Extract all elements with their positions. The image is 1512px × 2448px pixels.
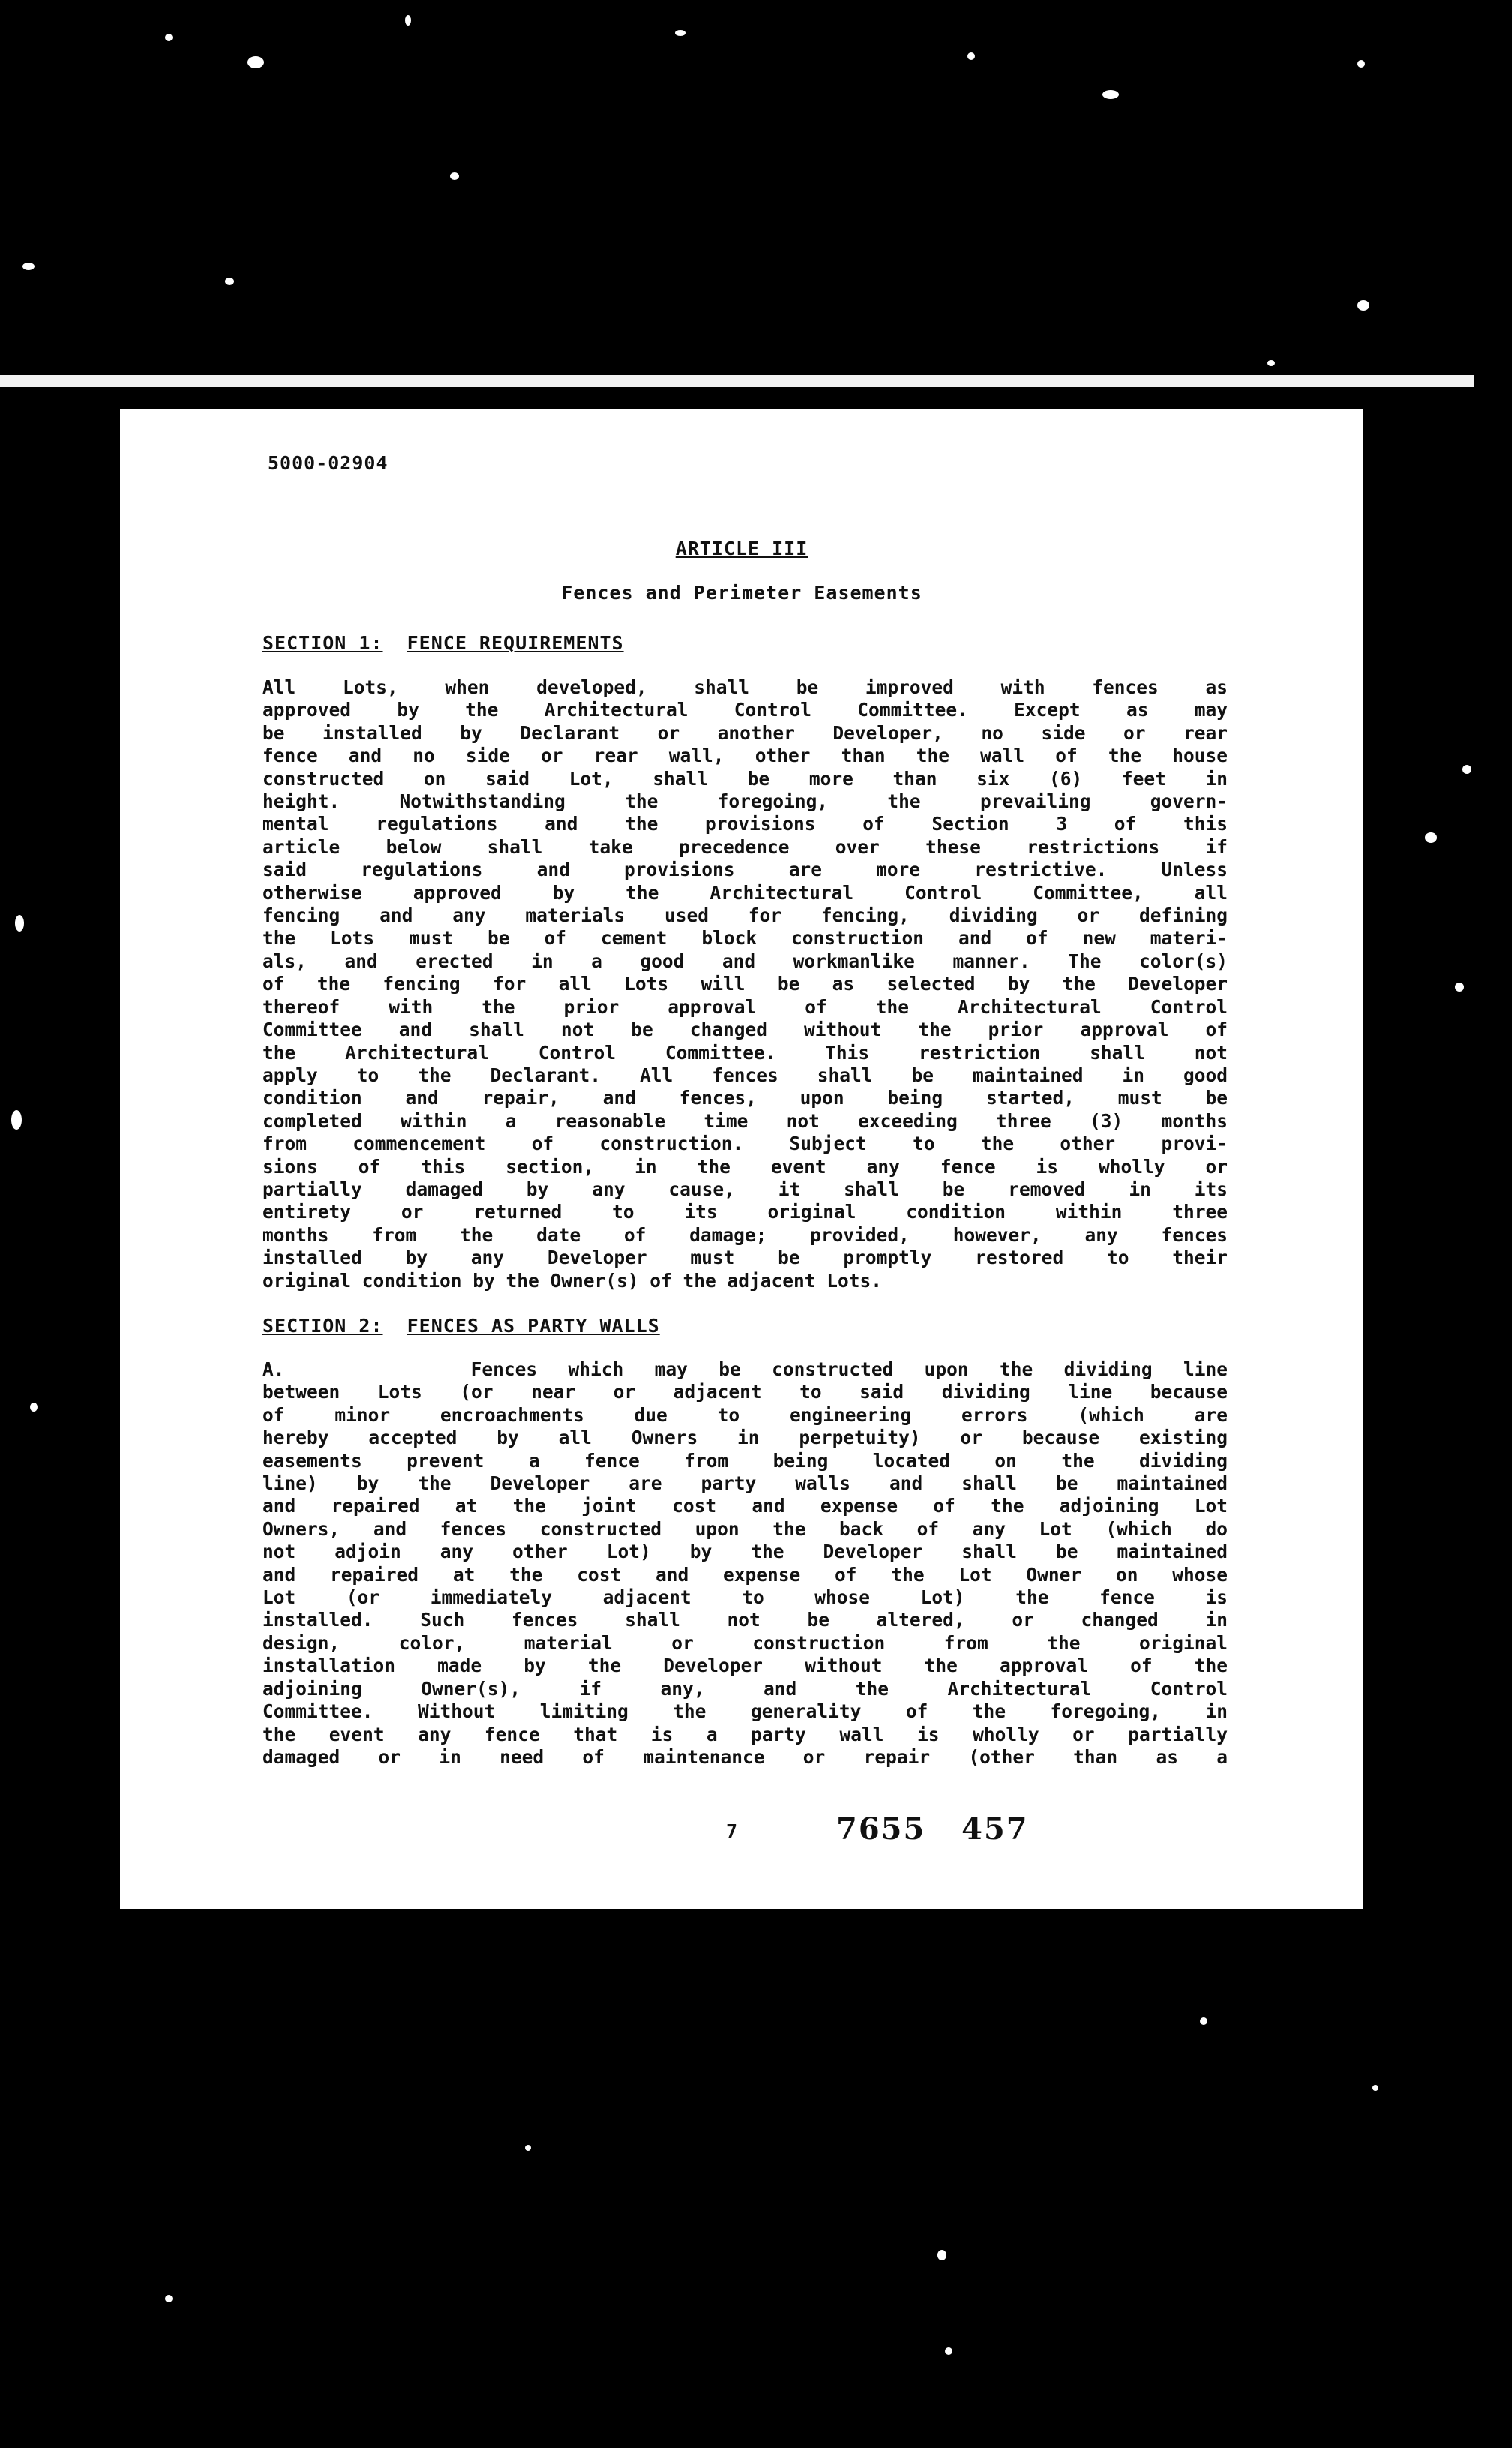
section-1-title: FENCE REQUIREMENTS: [406, 632, 624, 654]
text-line: from commencement of construction. Subject to the other provi-: [262, 1132, 1228, 1155]
speck: [525, 2145, 531, 2151]
text-line: partially damaged by any cause, it shall be removed in its: [262, 1178, 1228, 1200]
text-line: Owners, and fences constructed upon the back of any Lot (which do: [262, 1517, 1228, 1540]
section-1-label: SECTION 1:: [262, 632, 383, 654]
text-line: the event any fence that is a party wall is wholly or partially: [262, 1723, 1228, 1745]
text-line: als, and erected in a good and workmanlike manner. The color(s): [262, 950, 1228, 972]
speck: [675, 30, 686, 36]
speck: [1358, 60, 1365, 68]
speck: [225, 278, 234, 285]
text-line: installed by any Developer must be promptly restored to their: [262, 1246, 1228, 1269]
section-1-body: [262, 676, 1228, 1292]
text-line: damaged or in need of maintenance or repair (other than as a: [262, 1745, 1228, 1768]
section-2-title: FENCES AS PARTY WALLS: [406, 1315, 660, 1336]
text-line: A. Fences which may be constructed upon the dividing line: [262, 1358, 1228, 1380]
speck: [1268, 360, 1275, 366]
text-line: condition and repair, and fences, upon being started, must be: [262, 1087, 1228, 1109]
speck: [1200, 2018, 1208, 2025]
text-line: said regulations and provisions are more restrictive. Unless: [262, 859, 1228, 881]
text-line: months from the date of damage; provided, however, any fences: [262, 1223, 1228, 1246]
text-line: All Lots, when developed, shall be improved with fences as: [262, 676, 1228, 698]
section-2-label: SECTION 2:: [262, 1315, 383, 1336]
text-line: approved by the Architectural Control Committee. Except as may: [262, 699, 1228, 722]
text-line: completed within a reasonable time not exceeding three (3) months: [262, 1109, 1228, 1132]
page-number: 7: [726, 1820, 738, 1842]
text-line: installed. Such fences shall not be altered, or changed in: [262, 1609, 1228, 1631]
speck: [968, 52, 975, 60]
text-line: Committee and shall not be changed without the prior approval of: [262, 1018, 1228, 1041]
speck: [1358, 300, 1370, 310]
speck: [1462, 765, 1472, 774]
text-line: Lot (or immediately adjacent to whose Lot) the fence is: [262, 1586, 1228, 1609]
document-number: 5000-02904: [268, 452, 388, 474]
speck: [450, 172, 459, 180]
speck: [1455, 982, 1464, 992]
text-line: of minor encroachments due to engineering errors (which are: [262, 1403, 1228, 1426]
speck: [945, 2348, 952, 2355]
text-line: be installed by Declarant or another Developer, no side or rear: [262, 722, 1228, 744]
document-page: [120, 409, 1364, 1909]
text-line: the Lots must be of cement block construction and of new materi-: [262, 927, 1228, 950]
text-line: easements prevent a fence from being located on the dividing: [262, 1449, 1228, 1472]
scan-edge-bar: [0, 375, 1474, 387]
text-line: entirety or returned to its original condition within three: [262, 1201, 1228, 1223]
section-2-heading: [262, 1315, 660, 1336]
text-line: adjoining Owner(s), if any, and the Architectural Control: [262, 1677, 1228, 1700]
recording-stamp-number: 7655 457: [836, 1811, 1029, 1846]
text-line: constructed on said Lot, shall be more than six (6) feet in: [262, 767, 1228, 790]
speck: [15, 915, 24, 932]
text-line: article below shall take precedence over these restrictions if: [262, 836, 1228, 858]
text-line: hereby accepted by all Owners in perpetuity) or because existing: [262, 1426, 1228, 1449]
section-1-heading: [262, 632, 624, 654]
text-line: the Architectural Control Committee. This restriction shall not: [262, 1041, 1228, 1064]
text-line: of the fencing for all Lots will be as selected by the Developer: [262, 973, 1228, 995]
text-line: Committee. Without limiting the generality of the foregoing, in: [262, 1700, 1228, 1723]
text-line: thereof with the prior approval of the Architectural Control: [262, 995, 1228, 1018]
speck: [1425, 832, 1437, 843]
text-line: and repaired at the joint cost and expense of the adjoining Lot: [262, 1495, 1228, 1517]
speck: [405, 15, 411, 26]
speck: [165, 34, 172, 41]
text-line: apply to the Declarant. All fences shall be maintained in good: [262, 1064, 1228, 1086]
text-line: otherwise approved by the Architectural Control Committee, all: [262, 881, 1228, 904]
text-line: mental regulations and the provisions of Section 3 of this: [262, 813, 1228, 836]
speck: [11, 1110, 22, 1130]
article-subtitle: Fences and Perimeter Easements: [561, 582, 922, 604]
speck: [22, 262, 34, 270]
speck: [248, 56, 264, 68]
text-line: line) by the Developer are party walls and shall be maintained: [262, 1472, 1228, 1495]
text-line: installation made by the Developer without the approval of the: [262, 1654, 1228, 1677]
text-line: fence and no side or rear wall, other than the wall of the house: [262, 745, 1228, 767]
text-line: between Lots (or near or adjacent to said dividing line because: [262, 1381, 1228, 1403]
text-line: and repaired at the cost and expense of the Lot Owner on whose: [262, 1563, 1228, 1586]
text-line: height. Notwithstanding the foregoing, the prevailing govern-: [262, 790, 1228, 813]
speck: [30, 1402, 38, 1412]
text-line: fencing and any materials used for fencing, dividing or defining: [262, 904, 1228, 927]
article-title: ARTICLE III: [675, 538, 808, 560]
section-2-body: [262, 1358, 1228, 1768]
speck: [1372, 2085, 1378, 2091]
text-line: original condition by the Owner(s) of the adjacent Lots.: [262, 1269, 883, 1292]
text-line: design, color, material or construction from the original: [262, 1631, 1228, 1654]
speck: [165, 2295, 172, 2302]
text-line: not adjoin any other Lot) by the Developer shall be maintained: [262, 1540, 1228, 1563]
speck: [1102, 90, 1119, 99]
text-line: sions of this section, in the event any fence is wholly or: [262, 1155, 1228, 1178]
speck: [938, 2250, 946, 2260]
